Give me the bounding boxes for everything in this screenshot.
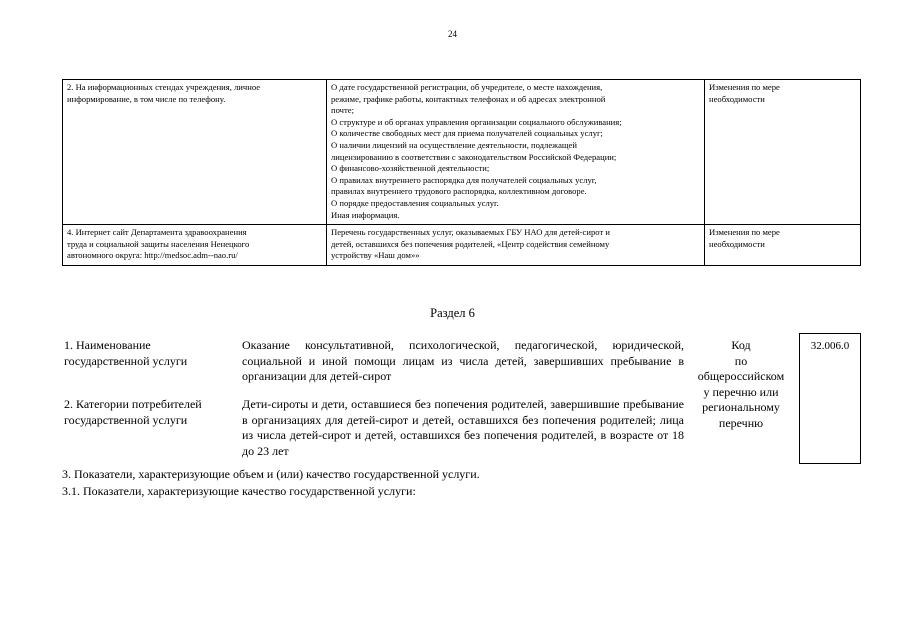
text-line: О структуре и об органах управления организации социального обслуживания;	[331, 116, 622, 127]
indicators-heading: 3. Показатели, характеризующие объем и (или) качество государственной услуги.	[62, 467, 480, 481]
page-number: 24	[448, 29, 457, 39]
text-line: О правилах внутреннего распорядка для получателей социальных услуг,	[331, 174, 597, 185]
text-line: Иная информация.	[331, 209, 400, 220]
text-line: режиме, графике работы, контактных телефонах и об адресах электронной	[331, 93, 606, 104]
table-row	[63, 225, 861, 266]
text-line: автономного округа: http://medsoc.adm--nao.ru/	[67, 250, 238, 261]
text-line: О порядке предоставления социальных услуг.	[331, 197, 499, 208]
label-line: 1. Наименование	[64, 338, 151, 352]
code-label-line: региональному	[702, 400, 780, 415]
categories-value: Дети-сироты и дети, оставшиеся без попечения родителей, завершившие пребывание в организациях для детей-сирот и детей, оставшихся без попечения родителей; лица из числа детей-сирот и детей, оставшихся без попечения родителей, в возрасте от 18 до 23 лет	[242, 397, 684, 458]
text-line: 2. На информационных стендах учреждения, личное	[67, 82, 261, 92]
info-method-cell	[63, 225, 327, 266]
categories-label	[64, 397, 239, 428]
text-line: лицензированию в соответствии с законодательством Российской Федерации;	[331, 151, 617, 162]
info-method-cell	[63, 80, 327, 225]
text-line: О наличии лицензий на осуществление деятельности, подлежащей	[331, 139, 577, 150]
information-table	[62, 79, 861, 266]
label-line: государственной услуги	[64, 353, 188, 368]
code-label-line: Код	[731, 338, 751, 352]
text-line: детей, оставшихся без попечения родителей, «Центр содействия семейному	[331, 238, 610, 249]
text-line: О дате государственной регистрации, об учредителе, о месте нахождения,	[331, 82, 603, 92]
service-name-value: Оказание консультативной, психологической, педагогической, юридической, социальной и иной помощи лицам из числа детей, завершивших пребывание в организации для детей-сирот	[242, 338, 684, 384]
text-line: почте;	[331, 105, 354, 116]
code-label-line: у перечню или	[703, 384, 779, 399]
text-line: 4. Интернет сайт Департамента здравоохранения	[67, 227, 247, 238]
info-content-cell	[327, 225, 705, 266]
text-line: необходимости	[709, 93, 765, 104]
text-line: информирование, в том числе по телефону.	[67, 93, 226, 104]
text-line: устройству «Наш дом»»	[331, 250, 420, 261]
text-line: О финансово-хозяйственной деятельности;	[331, 163, 490, 174]
code-label-line: общероссийском	[697, 369, 785, 384]
text-line: О количестве свободных мест для приема получателей социальных услуг;	[331, 128, 603, 139]
text-line: Изменения по мере	[709, 82, 780, 92]
code-label-line: по	[734, 353, 748, 368]
label-line: 2. Категории потребителей	[64, 397, 202, 411]
text-line: необходимости	[709, 238, 765, 249]
code-value-box: 32.006.0	[799, 333, 861, 464]
table-row	[63, 80, 861, 225]
info-frequency-cell	[705, 80, 861, 225]
quality-indicators-heading: 3.1. Показатели, характеризующие качество государственной услуги:	[62, 484, 416, 498]
info-content-cell	[327, 80, 705, 225]
text-line: Изменения по мере	[709, 227, 780, 238]
code-label	[688, 338, 794, 432]
text-line: правилах внутреннего трудового распорядка, коллективном договоре.	[331, 186, 587, 197]
info-frequency-cell	[705, 225, 861, 266]
text-line: Перечень государственных услуг, оказываемых ГБУ НАО для детей-сирот и	[331, 227, 610, 238]
code-label-line: перечню	[718, 415, 764, 430]
text-line: труда и социальной защиты населения Ненецкого	[67, 238, 250, 249]
service-name-label	[64, 338, 234, 369]
label-line: государственной услуги	[64, 412, 188, 427]
section-title: Раздел 6	[430, 306, 475, 320]
